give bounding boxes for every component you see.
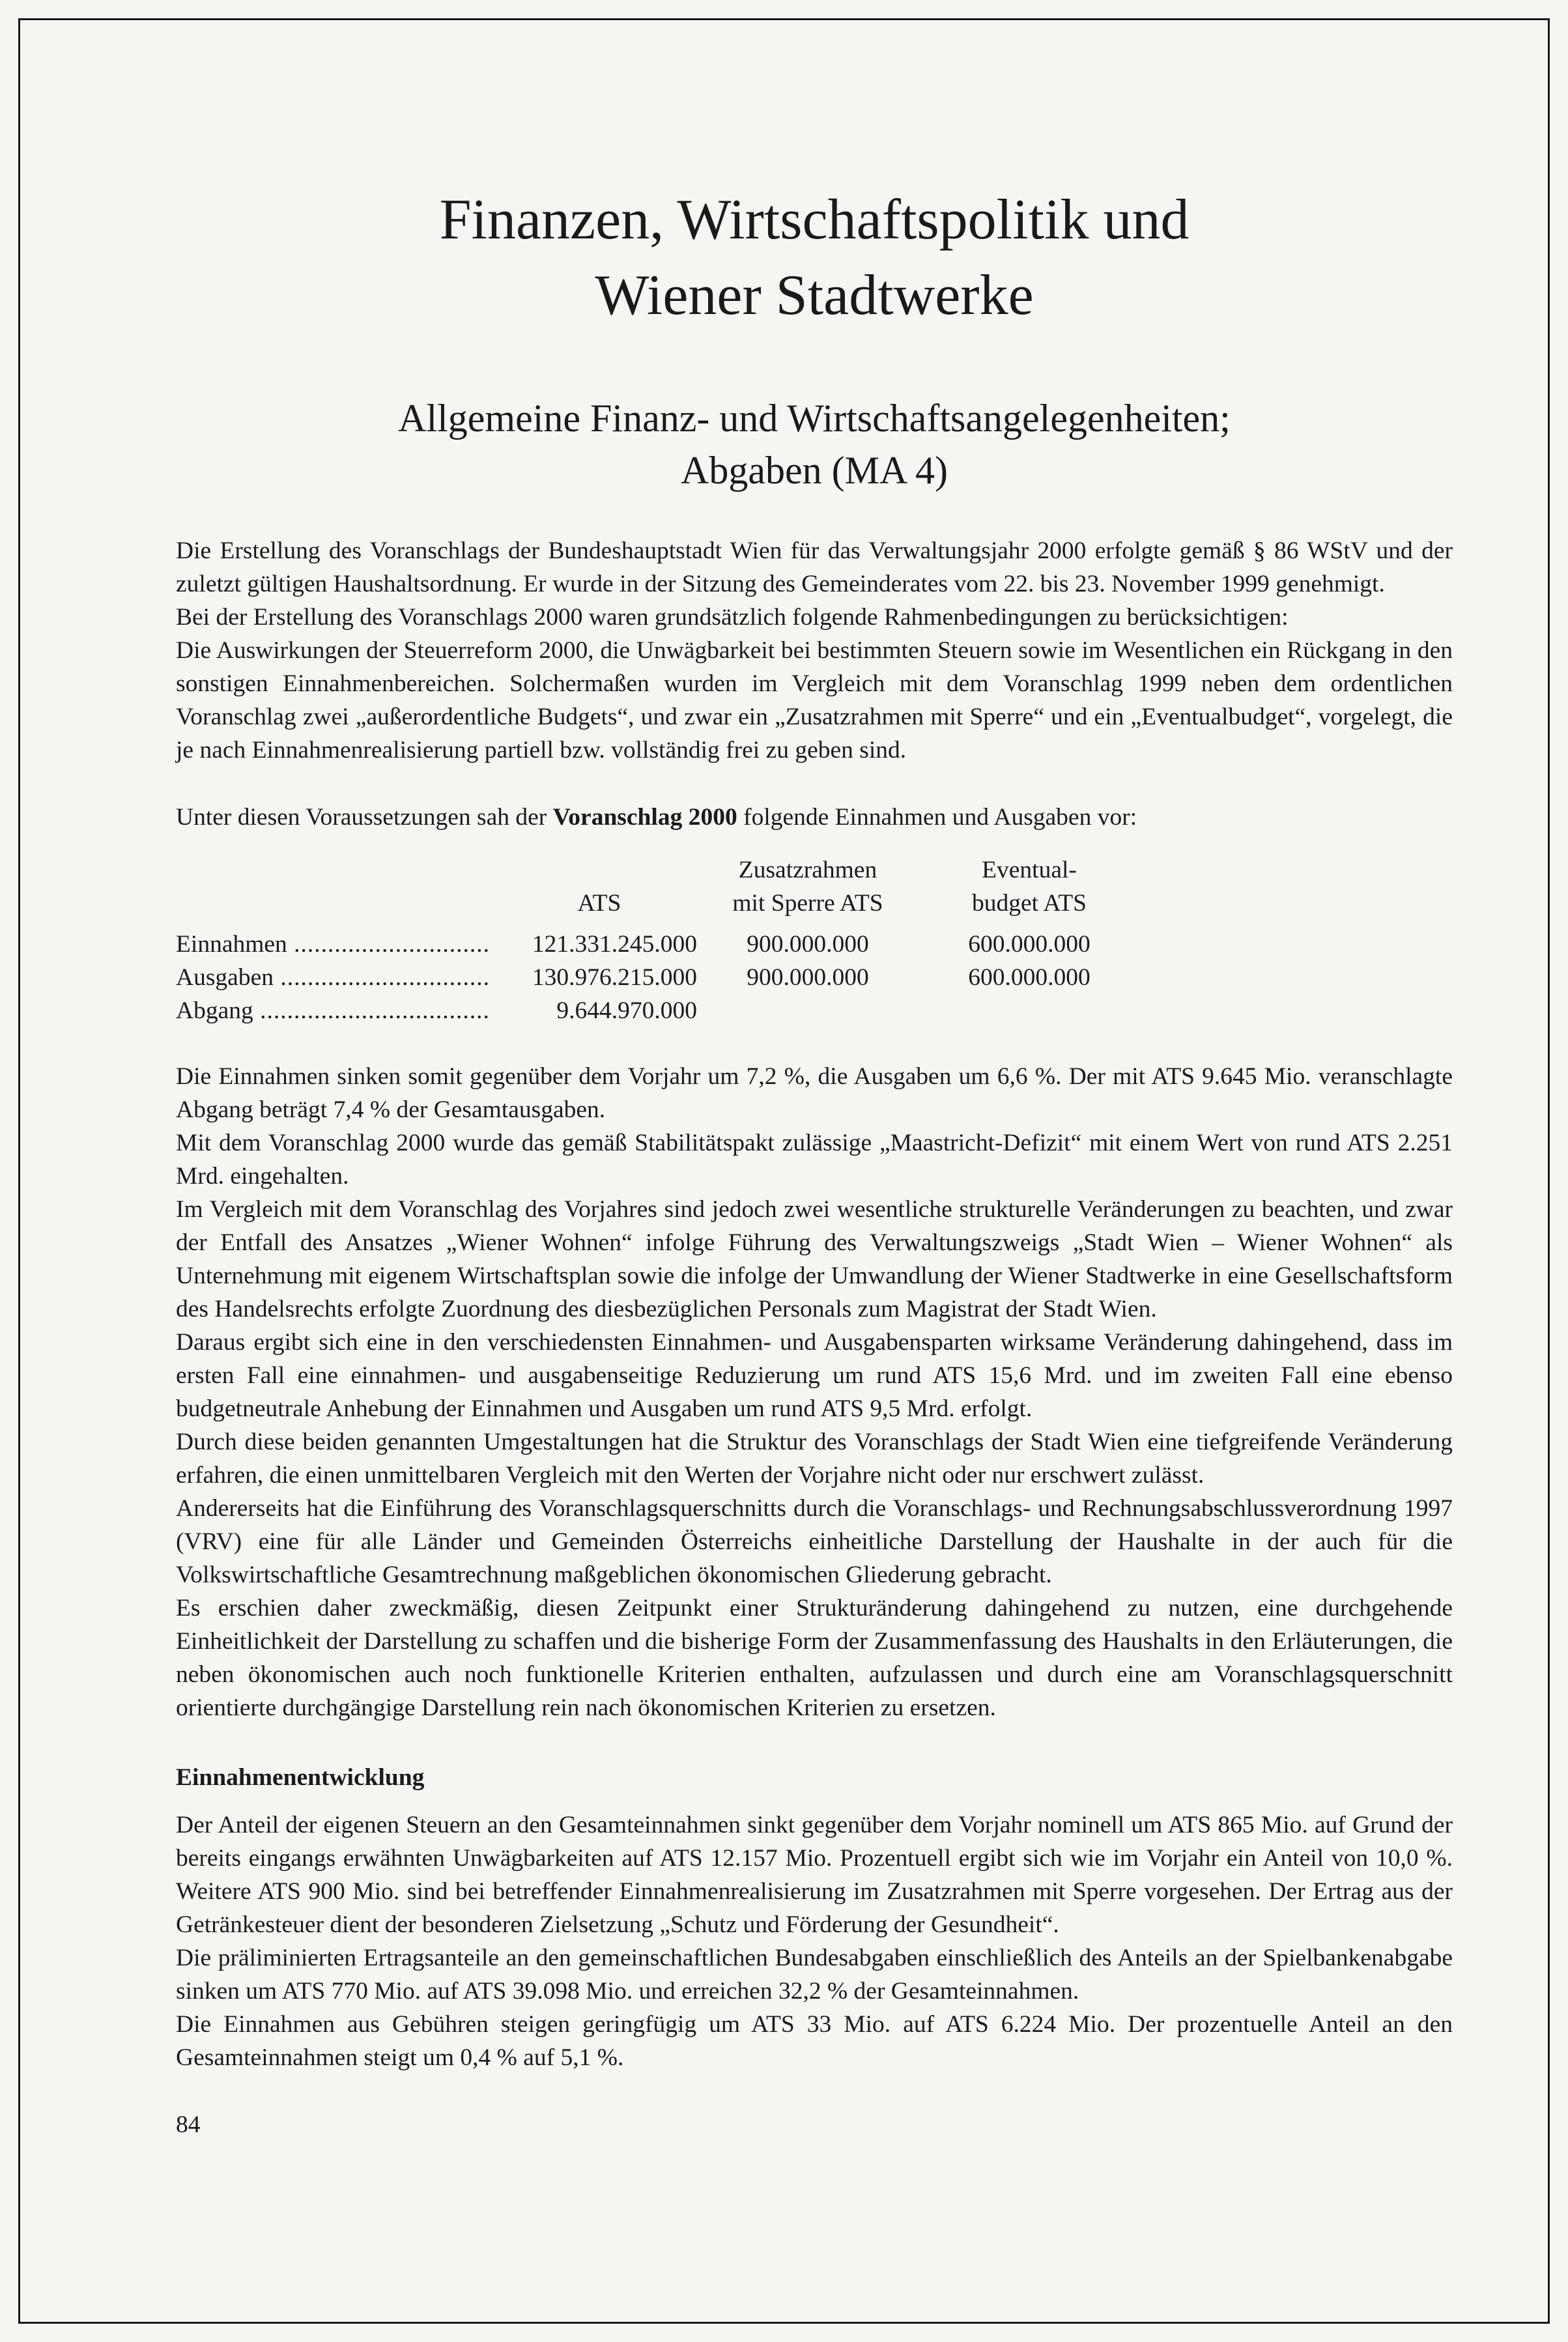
chapter-title-line1: Finanzen, Wirtschaftspolitik und [439,188,1190,251]
table-row [176,928,1140,961]
section-title [176,392,1453,496]
paragraph: Bei der Erstellung des Voranschlags 2000 waren grundsätzlich folgende Rahmenbedingungen zu berücksichtigen: [176,604,1289,631]
paragraph: Die Erstellung des Voranschlags der Bundeshauptstadt Wien für das Verwaltungsjahr 2000 erfolgte gemäß § 86 WStV und der zuletzt gültigen Haushaltsordnung. Er wurde in der Sitzung des Gemeinderates vom 22. bis 23. November 1999 genehmigt. [176,537,1453,597]
table-row [176,961,1140,994]
paragraph: Die Auswirkungen der Steuerreform 2000, die Unwägbarkeit bei bestimmten Steuern sowie im Wesentlichen ein Rückgang in den sonstigen Einnahmenbereichen. Solchermaßen wurden im Vergleich mit dem Voranschlag 1999 neben dem ordentlichen Voranschlag zwei „außerordentliche Budgets“, und zwar ein „Zusatzrahmen mit Sperre“ und ein „Eventualbudget“, vorgelegt, die je nach Einnahmenrealisierung partiell bzw. vollständig frei zu geben sind. [176,637,1453,764]
cell-ats: 9.644.970.000 [556,997,697,1024]
table-intro-bold: Voranschlag 2000 [552,804,737,831]
column-header-zusatzrahmen: Zusatzrahmen mit Sperre ATS [732,857,883,917]
chapter-title-line2: Wiener Stadtwerke [595,264,1034,327]
paragraph: Die Einnahmen sinken somit gegenüber dem Vorjahr um 7,2 %, die Ausgaben um 6,6 %. Der mit ATS 9.645 Mio. veranschlagte Abgang beträgt 7,4 % der Gesamtausgaben. [176,1063,1453,1123]
section-title-line1: Allgemeine Finanz- und Wirtschaftsangelegenheiten; [398,397,1231,440]
cell-eventualbudget: 600.000.000 [968,964,1090,991]
cell-zusatzrahmen: 900.000.000 [747,964,869,991]
cell-zusatzrahmen: 900.000.000 [747,931,869,958]
paragraph: Mit dem Voranschlag 2000 wurde das gemäß Stabilitätspakt zulässige „Maastricht-Defizit“ mit einem Wert von rund ATS 2.251 Mrd. eingehalten. [176,1130,1453,1190]
paragraph: Durch diese beiden genannten Umgestaltungen hat die Struktur des Voranschlags der Stadt Wien eine tiefgreifende Veränderung erfahren, die einen unmittelbaren Vergleich mit den Werten der Vorjahre nicht oder nur erschwert zulässt. [176,1429,1453,1489]
section-title-line2: Abgaben (MA 4) [681,449,948,492]
paragraph: Die Einnahmen aus Gebühren steigen geringfügig um ATS 33 Mio. auf ATS 6.224 Mio. Der prozentuelle Anteil an den Gesamteinnahmen steigt um 0,4 % auf 5,1 %. [176,2011,1453,2071]
cell-ats: 130.976.215.000 [532,964,697,991]
cell-eventualbudget [919,994,1140,1027]
table-intro-after: folgende Einnahmen und Ausgaben vor: [737,804,1137,831]
paragraph: Es erschien daher zweckmäßig, diesen Zeitpunkt einer Strukturänderung dahingehend zu nutzen, eine durchgehende Einheitlichkeit der Darstellung zu schaffen und die bisherige Form der Zusammenfassung des Haushalts in den Erläuterungen, die neben ökonomischen auch noch funktionelle Kriterien enthalten, aufzulassen und durch eine am Voranschlagsquerschnitt orientierte durchgängige Darstellung rein nach ökonomischen Kriterien zu ersetzen. [176,1595,1453,1721]
paragraph: Im Vergleich mit dem Voranschlag des Vorjahres sind jedoch zwei wesentliche strukturelle Veränderungen zu beachten, und zwar der Entfall des Ansatzes „Wiener Wohnen“ infolge Führung des Verwaltungszweigs „Stadt Wien – Wiener Wohnen“ als Unternehmung mit eigenem Wirtschaftsplan sowie die infolge der Umwandlung der Wiener Stadtwerke in eine Gesellschaftsform des Handelsrechts erfolgte Zuordnung des diesbezüglichen Personals zum Magistrat der Stadt Wien. [176,1196,1453,1322]
row-label: Abgang ..... [176,994,502,1027]
budget-table [176,853,1140,1027]
row-label: Ausgaben ..... [176,961,502,994]
chapter-title [176,182,1453,334]
table-intro-before: Unter diesen Voraussetzungen sah der [176,804,553,831]
cell-eventualbudget: 600.000.000 [968,931,1090,958]
paragraph: Andererseits hat die Einführung des Voranschlagsquerschnitts durch die Voranschlags- und Rechnungsabschlussverordnung 1997 (VRV) eine für alle Länder und Gemeinden Österreichs einheitliche Darstellung der Haushalte in der auch für die Volkswirtschaftliche Gesamtrechnung maßgeblichen ökonomischen Gliederung gebracht. [176,1495,1453,1588]
subsection-title: Einnahmenentwicklung [176,1764,425,1791]
table-row [176,994,1140,1027]
cell-zusatzrahmen [697,994,919,1027]
cell-ats: 121.331.245.000 [532,931,697,958]
column-header-ats: ATS [577,890,621,917]
paragraph: Daraus ergibt sich eine in den verschiedensten Einnahmen- und Ausgabensparten wirksame Veränderung dahingehend, dass im ersten Fall eine einnahmen- und ausgabenseitige Reduzierung um rund ATS 15,6 Mrd. und im zweiten Fall eine ebenso budgetneutrale Anhebung der Einnahmen und Ausgaben um rund ATS 9,5 Mrd. erfolgt. [176,1329,1453,1422]
budget-table-header-row [176,853,1140,928]
row-label: Einnahmen ..... [176,928,502,961]
paragraph: Der Anteil der eigenen Steuern an den Gesamteinnahmen sinkt gegenüber dem Vorjahr nominell um ATS 865 Mio. auf Grund der bereits eingangs erwähnten Unwägbarkeiten auf ATS 12.157 Mio. Prozentuell ergibt sich wie im Vorjahr ein Anteil von 10,0 %. Weitere ATS 900 Mio. sind bei betreffender Einnahmenrealisierung im Zusatzrahmen mit Sperre vorgesehen. Der Ertrag aus der Getränkesteuer dient der besonderen Zielsetzung „Schutz und Förderung der Gesundheit“. [176,1812,1453,1938]
page-content [176,182,1453,2074]
page-number: 84 [176,2111,201,2138]
table-intro [176,801,1453,834]
header-spacer [176,853,502,928]
column-header-eventualbudget: Eventual- budget ATS [971,857,1087,917]
paragraph: Die präliminierten Ertragsanteile an den gemeinschaftlichen Bundesabgaben einschließlich des Anteils an der Spielbankenabgabe sinken um ATS 770 Mio. auf ATS 39.098 Mio. und erreichen 32,2 % der Gesamteinnahmen. [176,1945,1453,2005]
